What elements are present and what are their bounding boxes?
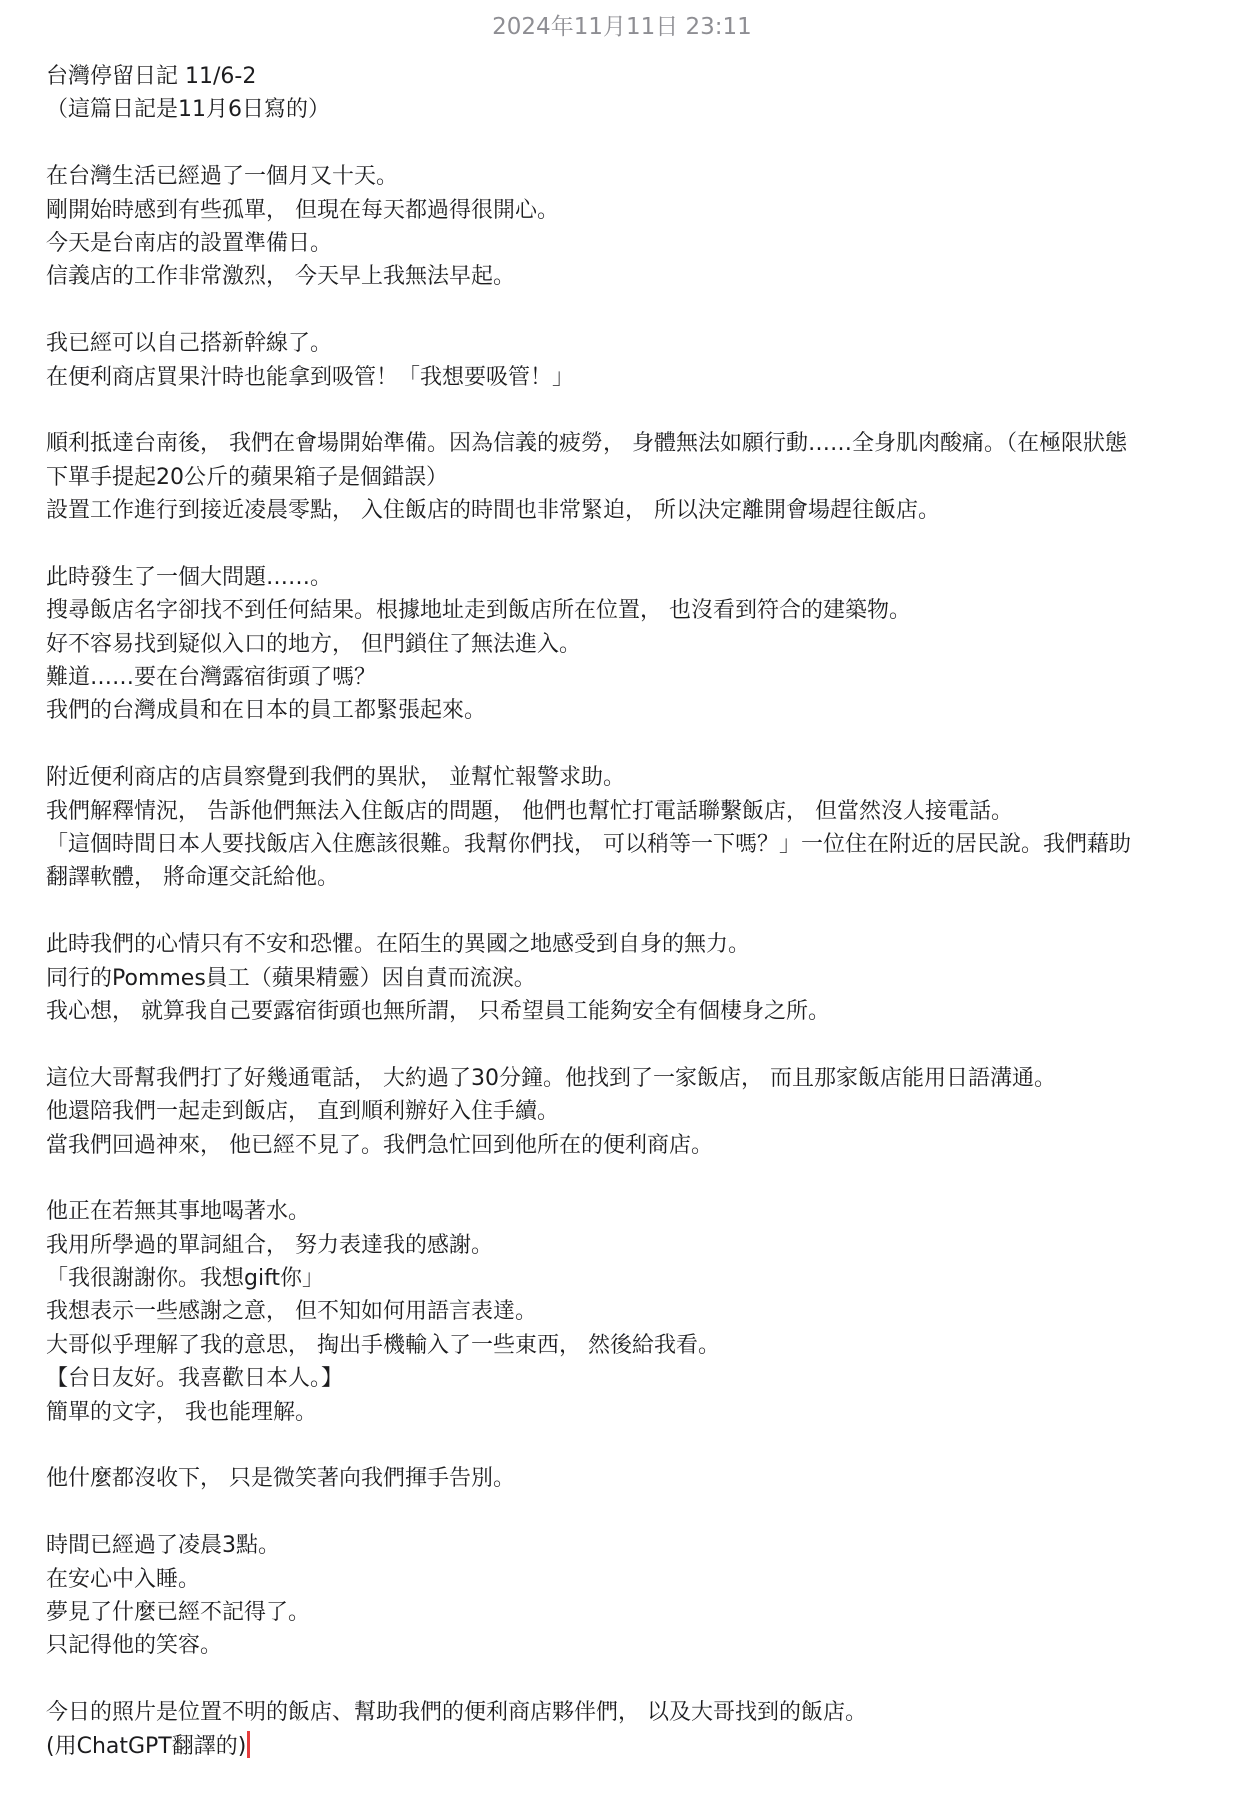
note-blank-line — [46, 1663, 1208, 1696]
note-line: 他正在若無其事地喝著水。 — [46, 1199, 311, 1225]
note-line: 下單手提起20公斤的蘋果箱子是個錯誤） — [46, 464, 448, 490]
note-blank-line — [46, 1028, 1208, 1061]
note-body[interactable] — [46, 60, 1208, 1763]
note-line: 我心想， 就算我自己要露宿街頭也無所謂， 只希望員工能夠安全有個棲身之所。 — [46, 998, 830, 1024]
note-blank-line — [46, 394, 1208, 427]
note-line: 「這個時間日本人要找飯店入住應該很難。我幫你們找， 可以稍等一下嗎？」一位住在附近的居民說。我們藉助 — [46, 831, 1131, 857]
note-blank-line — [46, 127, 1208, 160]
note-line: 我們解釋情況， 告訴他們無法入住飯店的問題， 他們也幫忙打電話聯繫飯店， 但當然沒人接電話。 — [46, 798, 1013, 824]
text-cursor — [247, 1731, 250, 1758]
note-blank-line — [46, 527, 1208, 560]
note-line: 簡單的文字， 我也能理解。 — [46, 1399, 317, 1425]
note-line: (用ChatGPT翻譯的) — [46, 1730, 1208, 1763]
note-line: 今天是台南店的設置準備日。 — [46, 230, 333, 256]
note-line: 這位大哥幫我們打了好幾通電話， 大約過了30分鐘。他找到了一家飯店， 而且那家飯店能用日語溝通。 — [46, 1065, 1056, 1091]
note-line: 他還陪我們一起走到飯店， 直到順利辦好入住手續。 — [46, 1099, 559, 1125]
note-line: 同行的Pommes員工（蘋果精靈）因自責而流淚。 — [46, 965, 536, 991]
note-line: （這篇日記是11月6日寫的） — [46, 97, 330, 123]
note-line: 翻譯軟體， 將命運交託給他。 — [46, 865, 339, 891]
note-blank-line — [46, 895, 1208, 928]
note-line: 我們的台灣成員和在日本的員工都緊張起來。 — [46, 698, 487, 724]
note-line: 難道……要在台灣露宿街頭了嗎？ — [46, 665, 377, 691]
note-line: 時間已經過了凌晨3點。 — [46, 1533, 280, 1559]
note-timestamp: 2024年11月11日 23:11 — [492, 14, 752, 40]
note-line: 好不容易找到疑似入口的地方， 但門鎖住了無法進入。 — [46, 631, 581, 657]
note-line: 只記得他的笑容。 — [46, 1633, 223, 1659]
note-line: 搜尋飯店名字卻找不到任何結果。根據地址走到飯店所在位置， 也沒看到符合的建築物。 — [46, 598, 911, 624]
note-line: 今日的照片是位置不明的飯店、幫助我們的便利商店夥伴們， 以及大哥找到的飯店。 — [46, 1700, 867, 1726]
note-line: 我想表示一些感謝之意， 但不知如何用語言表達。 — [46, 1299, 537, 1325]
note-line: 此時發生了一個大問題……。 — [46, 564, 333, 590]
note-blank-line — [46, 1496, 1208, 1529]
note-line: 我用所學過的單詞組合， 努力表達我的感謝。 — [46, 1232, 493, 1258]
note-line: 在安心中入睡。 — [46, 1566, 201, 1592]
note-blank-line — [46, 294, 1208, 327]
note-line: 【台日友好。我喜歡日本人。】 — [46, 1366, 344, 1392]
note-line: 在便利商店買果汁時也能拿到吸管！「我想要吸管！」 — [46, 364, 575, 390]
note-line: 他什麼都沒收下， 只是微笑著向我們揮手告別。 — [46, 1466, 515, 1492]
note-line: 在台灣生活已經過了一個月又十天。 — [46, 164, 399, 190]
note-line: 當我們回過神來， 他已經不見了。我們急忙回到他所在的便利商店。 — [46, 1132, 713, 1158]
note-blank-line — [46, 1429, 1208, 1462]
note-line: 此時我們的心情只有不安和恐懼。在陌生的異國之地感受到自身的無力。 — [46, 932, 751, 958]
note-line: 我已經可以自己搭新幹線了。 — [46, 331, 333, 357]
note-blank-line — [46, 1162, 1208, 1195]
note-line: 剛開始時感到有些孤單， 但現在每天都過得很開心。 — [46, 197, 559, 223]
note-line: 順利抵達台南後， 我們在會場開始準備。因為信義的疲勞， 身體無法如願行動……全身肌肉酸痛。（在極限狀態 — [46, 431, 1127, 457]
note-line: 「我很謝謝你。我想gift你」 — [46, 1266, 325, 1292]
note-line: 附近便利商店的店員察覺到我們的異狀， 並幫忙報警求助。 — [46, 765, 625, 791]
note-line: 設置工作進行到接近凌晨零點， 入住飯店的時間也非常緊迫， 所以決定離開會場趕往飯店。 — [46, 498, 940, 524]
note-line: 信義店的工作非常激烈， 今天早上我無法早起。 — [46, 264, 515, 290]
note-line: 夢見了什麼已經不記得了。 — [46, 1599, 311, 1625]
note-line: 台灣停留日記 11/6-2 — [46, 64, 257, 89]
note-line: 大哥似乎理解了我的意思， 掏出手機輸入了一些東西， 然後給我看。 — [46, 1332, 720, 1358]
note-blank-line — [46, 728, 1208, 761]
